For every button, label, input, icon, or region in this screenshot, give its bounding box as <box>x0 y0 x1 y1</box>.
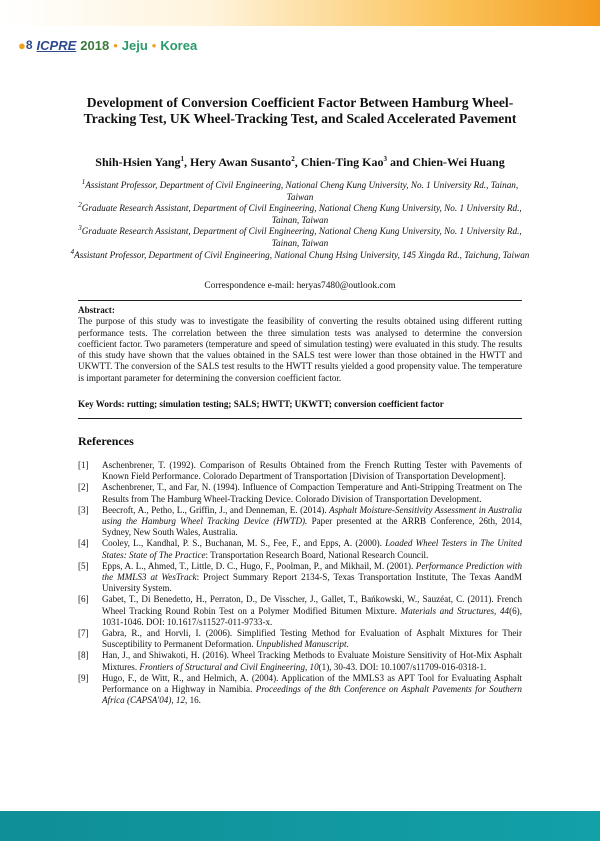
reference-segment: Hugo, F., de Witt, R., and Helmich, A. (2004). Application of the MMLS3 as APT Tool for Evaluating Asphalt Performance on a Highway in Namibia. <box>102 672 522 695</box>
affiliation-text: Graduate Research Assistant, Department of Civil Engineering, National Cheng Kung University, No. 1 University Rd., Tainan, Taiwan <box>81 226 522 248</box>
reference-item <box>78 628 522 650</box>
reference-text <box>102 628 522 650</box>
author-name: Hery Awan Susanto <box>190 155 292 169</box>
logo-number: 8 <box>25 38 33 52</box>
reference-segment: (1), 30-43. DOI: 10.1007/s11709-016-0318-1. <box>318 661 487 672</box>
reference-italic: Frontiers of Structural and Civil Engineering, 10 <box>139 661 319 672</box>
reference-item <box>78 460 522 482</box>
abstract <box>78 305 522 384</box>
affiliation <box>70 177 530 203</box>
reference-item <box>78 594 522 628</box>
author-name: Chien-Wei Huang <box>412 155 505 169</box>
reference-text <box>102 561 522 595</box>
references-heading: References <box>78 434 134 448</box>
author-separator: and <box>387 155 413 169</box>
reference-number: [2] <box>78 482 89 493</box>
reference-text <box>102 460 522 482</box>
logo-dot-icon: ● <box>18 37 26 53</box>
reference-segment: Epps, A. L., Ahmed, T., Little, D. C., Hugo, F., Poolman, P., and Mikhail, M. (2001). <box>102 560 416 571</box>
reference-italic: Unpublished Manuscript <box>255 639 347 650</box>
top-band <box>0 0 600 26</box>
logo-brand: ICPRE <box>36 37 77 53</box>
reference-text <box>102 482 522 504</box>
author-separator: , <box>184 155 191 169</box>
logo-year: 2018 <box>80 37 110 53</box>
logo-city: Jeju <box>121 37 148 53</box>
reference-segment: Aschenbrener, T. (1992). Comparison of Results Obtained from the French Rutting Tester with Pavements of Known Field Performance. Colorado Department of Transportation [Division of Transportation Development]. <box>102 460 522 482</box>
affiliations <box>70 177 530 261</box>
reference-text <box>102 505 522 539</box>
references-list <box>78 460 522 706</box>
reference-number: [9] <box>78 672 89 683</box>
conference-logo <box>18 36 197 54</box>
author-sup: 2 <box>291 155 295 163</box>
reference-number: [6] <box>78 594 89 605</box>
author-name: Chien-Ting Kao <box>300 155 384 169</box>
abstract-text: The purpose of this study was to investigate the feasibility of converting the results obtained using different rutting performance tests. The correlation between the three simulation tests was analysed to determine the conversion coefficient factor. Two parameters (temperature and speed of simulation testing) were evaluated in this study. The results of this study have shown that the values obtained in the SALS test were lower than those obtained in the HWTT and UKWTT. The conversion of the SALS test results to the HWTT results yielded a good propensity value. The temperature is important parameter for determining the conversion coefficient factor. <box>78 316 522 383</box>
affiliation-sup: 2 <box>78 201 82 210</box>
reference-segment: : Transportation Research Board, National Research Council. <box>205 549 429 560</box>
author-separator: , <box>294 155 301 169</box>
reference-italic: Materials and Structures, 44 <box>400 605 510 616</box>
reference-segment: Paper presented at the ARRB Conference, 26th, 2014, Sydney, New South Wales, Australia. <box>102 516 522 538</box>
reference-item <box>78 482 522 504</box>
author-name: Shih-Hsien Yang <box>95 155 181 169</box>
affiliation-sup: 4 <box>70 247 75 256</box>
reference-number: [8] <box>78 650 89 661</box>
logo-separator: • <box>151 37 157 53</box>
reference-item <box>78 673 522 707</box>
author-sup: 1 <box>180 155 185 163</box>
reference-item <box>78 505 522 539</box>
abstract-heading: Abstract: <box>78 305 115 315</box>
reference-italic: Asphalt Moisture-Sensitivity Assessment in Australia using the Hamburg Wheel Tracking Device (HWTD). <box>102 504 522 527</box>
reference-item <box>78 538 522 560</box>
reference-segment: Gabra, R., and Horvli, I. (2006). Simplified Testing Method for Evaluation of Asphalt Mixtures for Their Susceptibility to Permanent Deformation. <box>102 628 522 650</box>
reference-number: [3] <box>78 504 89 515</box>
reference-text <box>102 650 522 672</box>
reference-segment: Cooley, L., Kandhal, P. S., Buchanan, M. S., Fee, F., and Epps, A. (2000). <box>102 538 386 549</box>
affiliation-text: Graduate Research Assistant, Department of Civil Engineering, National Cheng Kung University, No. 1 University Rd., Tainan, Taiwan <box>81 203 522 225</box>
affiliation-text: Assistant Professor, Department of Civil Engineering, National Chung Hsing University, 145 Xingda Rd., Taichung, Taiwan <box>74 249 530 260</box>
bottom-band <box>0 811 600 841</box>
affiliation-text: Assistant Professor, Department of Civil Engineering, National Cheng Kung University, No. 1 University Rd., Tainan, Taiwan <box>85 180 519 202</box>
affiliation <box>70 203 530 226</box>
reference-segment: , 16. <box>185 695 201 706</box>
keywords: Key Words: rutting; simulation testing; SALS; HWTT; UKWTT; conversion coefficient factor <box>78 399 444 409</box>
reference-item <box>78 650 522 672</box>
author-list <box>40 155 560 170</box>
affiliation <box>70 226 530 249</box>
paper-title: Development of Conversion Coefficient Factor Between Hamburg Wheel-Tracking Test, UK Wheel-Tracking Test, and Scaled Accelerated Pavement <box>83 95 517 126</box>
logo-country: Korea <box>160 37 198 53</box>
divider <box>78 418 522 419</box>
reference-number: [5] <box>78 560 89 571</box>
affiliation-sup: 3 <box>78 224 82 233</box>
reference-number: [1] <box>78 460 89 470</box>
logo-separator: • <box>113 37 118 53</box>
reference-number: [7] <box>78 628 89 639</box>
reference-text <box>102 538 522 560</box>
divider <box>78 300 522 301</box>
reference-item <box>78 561 522 595</box>
reference-italic: Performance Prediction with the MMLS3 at WesTrack <box>102 560 522 583</box>
reference-segment: Han, J., and Shiwakoti, H. (2016). Wheel Tracking Methods to Evaluate Moisture Sensitivity of Hot-Mix Asphalt Mixtures. <box>102 650 522 672</box>
reference-italic: Proceedings of the 8th Conference on Asphalt Pavements for Southern Africa (CAPSA'04), 12 <box>102 684 522 706</box>
author-sup: 3 <box>383 155 387 163</box>
reference-segment: Gabet, T., Di Benedetto, H., Perraton, D., De Visscher, J., Gallet, T., Bańkowski, W., Sauzéat, C. (2011). French Wheel Tracking Round Robin Test on a Polymer Modified Bitumen Mixture. <box>102 594 522 616</box>
reference-segment: Beecroft, A., Petho, L., Griffin, J., and Denneman, E. (2014). <box>102 504 330 515</box>
reference-segment: (6), 1031-1046. DOI: 10.1617/s11527-011-9733-x. <box>102 605 522 627</box>
affiliation <box>70 247 530 262</box>
reference-segment: . <box>346 639 349 650</box>
affiliation-sup: 1 <box>81 177 86 186</box>
correspondence-email: Correspondence e-mail: heryas7480@outlook.com <box>204 281 396 291</box>
reference-italic: Loaded Wheel Testers in The United States: State of The Practice <box>102 538 522 560</box>
reference-segment: : Project Summary Report 2134-S, Texas Transportation Institute, The Texas AandM University System. <box>102 572 522 594</box>
reference-number: [4] <box>78 538 89 549</box>
reference-segment: Aschenbrener, T., and Far, N. (1994). Influence of Compaction Temperature and Anti-Stripping Treatment on The Results from The Hamburg Wheel-Tracking Device. Colorado Division of Transportation Development. <box>102 482 522 504</box>
reference-text <box>102 673 522 707</box>
reference-text <box>102 594 522 628</box>
